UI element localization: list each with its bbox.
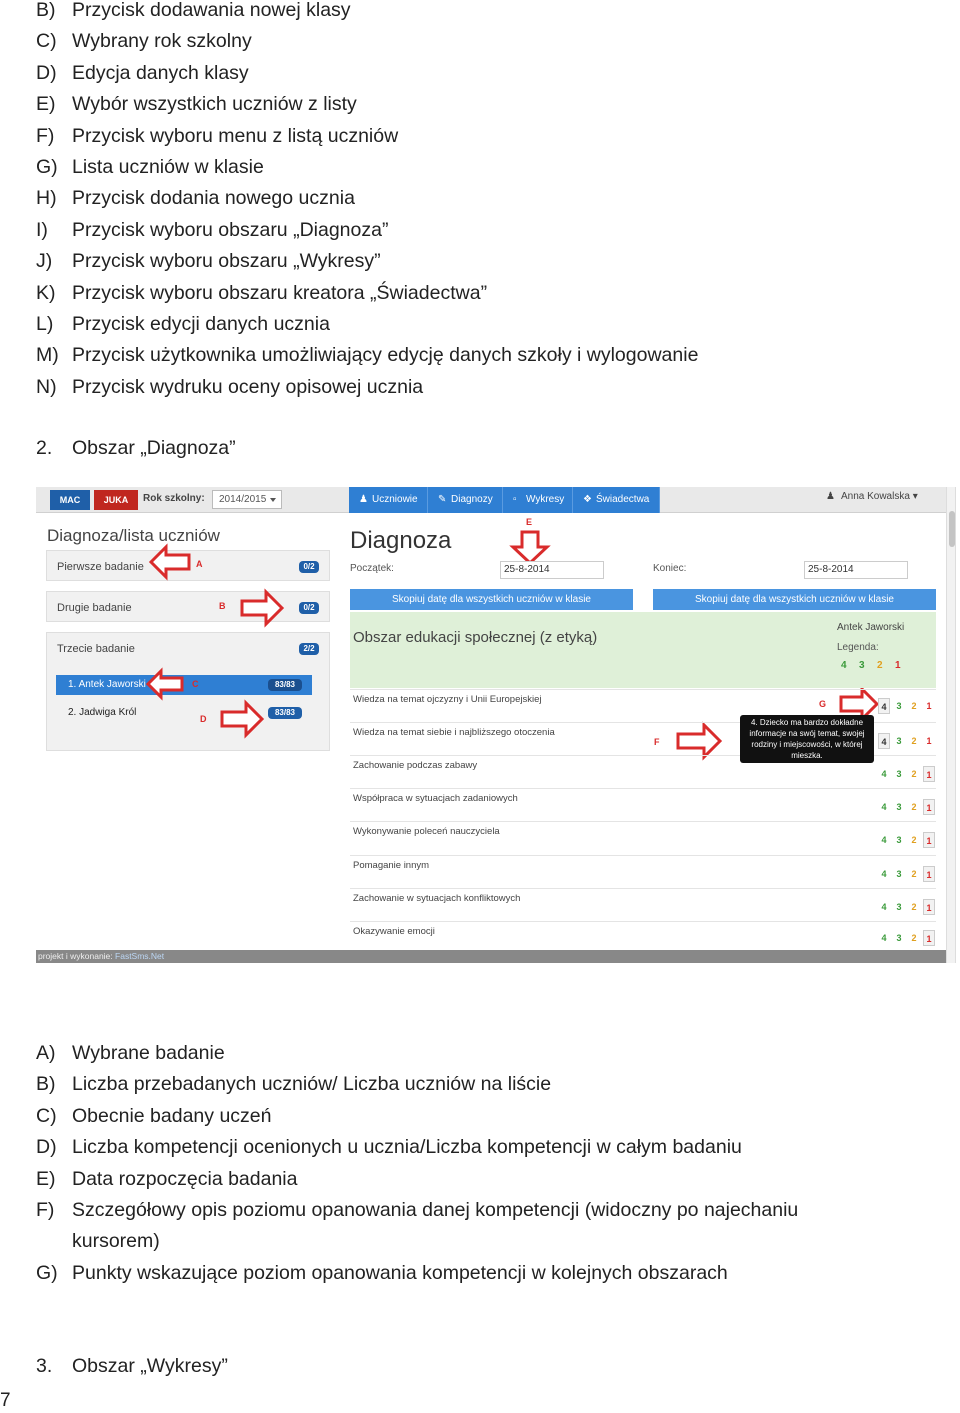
score-2-button[interactable]: 2 [911, 869, 917, 879]
score-buttons [878, 866, 934, 882]
school-year-label: Rok szkolny: [143, 493, 205, 504]
score-2-button[interactable]: 2 [911, 736, 917, 746]
list-item: G) Punkty wskazujące poziom opanowania kompetencji w kolejnych obszarach [36, 1261, 728, 1284]
list-item: B) Przycisk dodawania nowej klasy [36, 0, 351, 21]
competency-row: Wiedza na temat siebie i najbliższego otoczenia 4 3 2 1 [350, 722, 936, 755]
legend-item: 4 [841, 660, 847, 671]
arrow-down-icon [513, 531, 547, 563]
competency-row: Zachowanie w sytuacjach konfliktowych 4 3 2 1 [350, 888, 936, 921]
score-4-button[interactable]: 4 [881, 769, 887, 779]
score-4-button[interactable]: 4 [881, 933, 887, 943]
app-footer: projekt i wykonanie: FastSms.Net [36, 950, 946, 963]
score-2-button[interactable]: 2 [911, 769, 917, 779]
left-panel-title: Diagnoza/lista uczniów [47, 526, 220, 545]
score-buttons [878, 930, 934, 946]
competency-tooltip: 4. Dziecko ma bardzo dokładne informacje na swój temat, swojej rodziny i miejscowości, w której mieszka. [740, 715, 874, 763]
bookmark-icon: ❖ [583, 494, 592, 505]
nav-wykresy-button[interactable]: ▫ Wykresy [503, 487, 573, 513]
score-1-button[interactable]: 1 [926, 736, 932, 746]
score-buttons [878, 899, 934, 915]
score-1-button[interactable]: 1 [923, 930, 935, 946]
arrow-left-icon [148, 671, 184, 697]
score-4-button[interactable]: 4 [881, 869, 887, 879]
score-4-button[interactable]: 4 [881, 835, 887, 845]
score-1-button[interactable]: 1 [923, 866, 935, 882]
annotation-label-e: E [526, 517, 533, 527]
annotation-label-g: G [819, 699, 827, 709]
list-item: A) Wybrane badanie [36, 1042, 225, 1064]
score-2-button[interactable]: 2 [911, 701, 917, 711]
legend-item: 1 [895, 660, 901, 671]
legend-item: 2 [877, 660, 883, 671]
current-student-name: Antek Jaworski [837, 622, 905, 633]
user-icon: ♟ [826, 491, 835, 502]
annotation-label-a: A [196, 559, 203, 569]
score-2-button[interactable]: 2 [911, 835, 917, 845]
score-3-button[interactable]: 3 [896, 933, 902, 943]
list-item: N) Przycisk wydruku oceny opisowej ucznia [36, 375, 424, 398]
list-item: L) Przycisk edycji danych ucznia [36, 312, 330, 335]
arrow-right-icon [220, 703, 262, 735]
list-item: J) Przycisk wyboru obszaru „Wykresy” [36, 250, 381, 273]
list-item: F) Szczegółowy opis poziomu opanowania danej kompetencji (widoczny po najechaniu [36, 1198, 799, 1221]
score-2-button[interactable]: 2 [911, 802, 917, 812]
nav-uczniowie-button[interactable]: ♟ Uczniowie [349, 487, 428, 513]
score-4-button[interactable]: 4 [881, 902, 887, 912]
score-buttons [878, 766, 934, 782]
list-item: G) Lista uczniów w klasie [36, 155, 264, 178]
list-item: B) Liczba przebadanych uczniów/ Liczba uczniów na liście [36, 1073, 552, 1096]
score-3-button[interactable]: 3 [896, 902, 902, 912]
legend-list-top [36, 0, 916, 403]
annotation-label-d: D [200, 714, 207, 724]
area-title: Obszar edukacji społecznej (z etyką) [353, 629, 598, 646]
list-item: E) Data rozpoczęcia badania [36, 1167, 298, 1190]
list-item: K) Przycisk wyboru obszaru kreatora „Świadectwa” [36, 281, 488, 304]
list-item: C) Obecnie badany uczeń [36, 1104, 272, 1127]
badanie-item-1[interactable]: Pierwsze badanie 0/2 [46, 550, 330, 581]
list-item-continuation: kursorem) [72, 1230, 160, 1253]
scrollbar[interactable] [946, 487, 956, 963]
page-number: 7 [0, 1390, 11, 1411]
arrow-left-icon [151, 547, 191, 577]
competency-row: Współpraca w sytuacjach zadaniowych 4 3 2 1 [350, 788, 936, 821]
arrow-right-icon [240, 592, 282, 624]
score-buttons [878, 832, 934, 848]
competency-row: Wiedza na temat ojczyzny i Unii Europejskiej 4 3 2 1 [350, 689, 936, 722]
legend-label: Legenda: [837, 642, 879, 653]
chevron-down-icon [270, 498, 276, 502]
score-1-button[interactable]: 1 [926, 701, 932, 711]
app-logo[interactable]: MAC JUKA [50, 490, 138, 510]
count-badge: 0/2 [299, 561, 319, 573]
score-3-button[interactable]: 3 [896, 802, 902, 812]
badanie-item-3[interactable]: Trzecie badanie 2/2 [46, 632, 330, 751]
score-buttons [878, 799, 934, 815]
scrollbar-thumb[interactable] [949, 511, 955, 547]
count-badge: 0/2 [299, 602, 319, 614]
badanie-item-2[interactable]: Drugie badanie 0/2 [46, 591, 330, 622]
score-3-button[interactable]: 3 [896, 736, 902, 746]
top-navbar [36, 487, 946, 513]
score-2-button[interactable]: 2 [911, 902, 917, 912]
start-date-input[interactable]: 25-8-2014 [500, 561, 604, 579]
list-item: D) Edycja danych klasy [36, 61, 249, 84]
score-3-button[interactable]: 3 [896, 769, 902, 779]
score-buttons [878, 698, 934, 714]
count-badge: 83/83 [268, 707, 302, 719]
student-item-active[interactable]: 1. Antek Jaworski 83/83 [56, 675, 312, 695]
annotation-label-f: F [654, 737, 660, 747]
list-item: F) Przycisk wyboru menu z listą uczniów [36, 124, 399, 147]
list-item: I) Przycisk wyboru obszaru „Diagnoza” [36, 218, 389, 241]
footer-link[interactable]: FastSms.Net [115, 951, 165, 961]
copy-start-date-button[interactable]: Skopiuj datę dla wszystkich uczniów w klasie [350, 589, 633, 610]
count-badge: 83/83 [268, 679, 302, 691]
user-icon: ♟ [359, 494, 368, 505]
pencil-icon: ✎ [438, 494, 447, 505]
score-1-button[interactable]: 1 [923, 899, 935, 915]
competency-row: Wykonywanie poleceń nauczyciela 4 3 2 1 [350, 821, 936, 855]
annotation-label-c: C [192, 679, 199, 689]
legend-item: 3 [859, 660, 865, 671]
end-date-label: Koniec: [653, 563, 687, 574]
score-3-button[interactable]: 3 [896, 701, 902, 711]
score-4-button[interactable]: 4 [878, 733, 890, 749]
user-menu-button[interactable]: ♟ Anna Kowalska ▾ [826, 491, 918, 502]
competency-row: Okazywanie emocji 4 3 2 1 [350, 921, 936, 950]
end-date-input[interactable]: 25-8-2014 [804, 561, 908, 579]
score-1-button[interactable]: 1 [923, 832, 935, 848]
score-1-button[interactable]: 1 [923, 799, 935, 815]
count-badge: 2/2 [299, 643, 319, 655]
list-item: M) Przycisk użytkownika umożliwiający edycję danych szkoły i wylogowanie [36, 344, 699, 367]
score-1-button[interactable]: 1 [923, 766, 935, 782]
score-3-button[interactable]: 3 [896, 869, 902, 879]
list-item: E) Wybór wszystkich uczniów z listy [36, 93, 357, 116]
annotation-label-b: B [219, 601, 226, 611]
list-item: C) Wybrany rok szkolny [36, 30, 252, 53]
competency-row: Pomaganie innym 4 3 2 1 [350, 855, 936, 888]
copy-end-date-button[interactable]: Skopiuj datę dla wszystkich uczniów w klasie [653, 589, 936, 610]
nav-diagnozy-button[interactable]: ✎ Diagnozy [428, 487, 503, 513]
chevron-down-icon: ▾ [912, 491, 918, 502]
score-4-button[interactable]: 4 [878, 698, 890, 714]
area-header [350, 612, 936, 688]
score-buttons [878, 733, 934, 749]
list-item: H) Przycisk dodania nowego ucznia [36, 187, 355, 210]
list-item: D) Liczba kompetencji ocenionych u ucznia/Liczba kompetencji w całym badaniu [36, 1136, 742, 1159]
competency-row: Zachowanie podczas zabawy 4 3 2 1 [350, 755, 936, 788]
score-4-button[interactable]: 4 [881, 802, 887, 812]
legend-list-bottom [36, 1038, 916, 1289]
school-year-select[interactable]: 2014/2015 [212, 490, 282, 509]
student-item[interactable]: 2. Jadwiga Król 83/83 [56, 703, 312, 723]
page-title: Diagnoza [350, 527, 452, 554]
start-date-label: Początek: [350, 563, 394, 574]
bar-chart-icon: ▫ [513, 494, 517, 505]
app-screenshot [36, 487, 956, 963]
score-3-button[interactable]: 3 [896, 835, 902, 845]
nav-swiadectwa-button[interactable]: ❖ Świadectwa [573, 487, 660, 513]
score-2-button[interactable]: 2 [911, 933, 917, 943]
